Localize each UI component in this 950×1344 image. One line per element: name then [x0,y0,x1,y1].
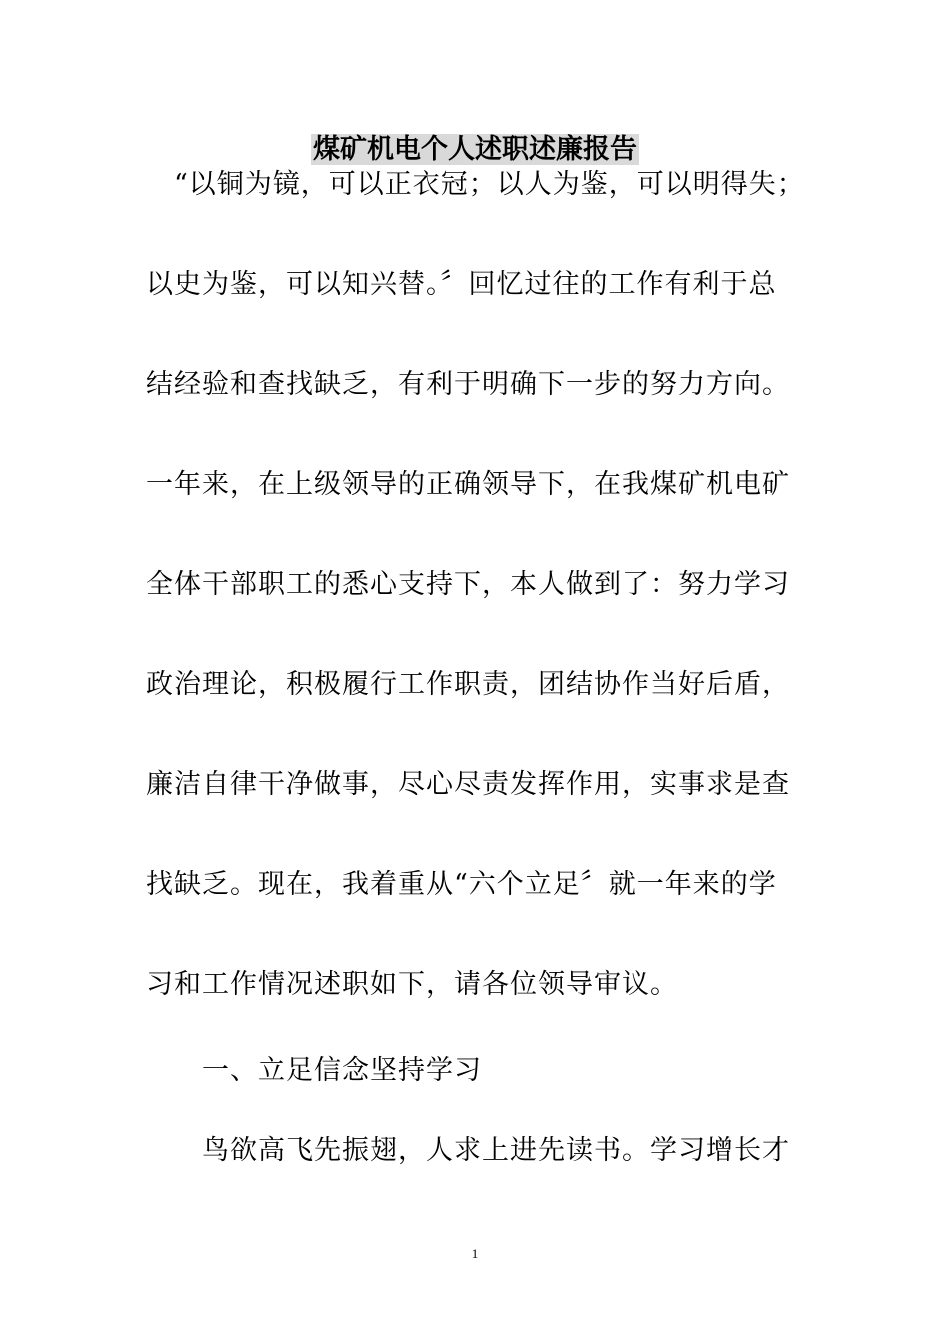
paragraph-line-5: 全体干部职工的悉心支持下，本人做到了：努力学习 [146,569,790,600]
document-title-container [0,130,950,170]
paragraph-line-8: 找缺乏。现在，我着重从“六个立足〞就一年来的学 [146,869,777,900]
paragraph-line-6: 政治理论，积极履行工作职责，团结协作当好后盾， [146,669,790,700]
page-number: 1 [471,1246,479,1261]
section-heading-1: 一、立足信念坚持学习 [146,1055,482,1086]
paragraph-line-9: 习和工作情况述职如下，请各位领导审议。 [146,969,678,1000]
paragraph-line-4: 一年来，在上级领导的正确领导下，在我煤矿机电矿 [146,469,790,500]
paragraph-line-1: “以铜为镜，可以正衣冠；以人为鉴，可以明得失； [146,169,805,200]
paragraph-line-7: 廉洁自律干净做事，尽心尽责发挥作用，实事求是查 [146,769,790,800]
paragraph-line-3: 结经验和查找缺乏，有利于明确下一步的努力方向。 [146,369,790,400]
paragraph-line-2: 以史为鉴，可以知兴替。〞回忆过往的工作有利于总 [146,269,777,300]
document-title: 煤矿机电个人述职述廉报告 [313,134,637,165]
paragraph-line-10: 鸟欲高飞先振翅，人求上进先读书。学习增长才 [146,1135,790,1166]
